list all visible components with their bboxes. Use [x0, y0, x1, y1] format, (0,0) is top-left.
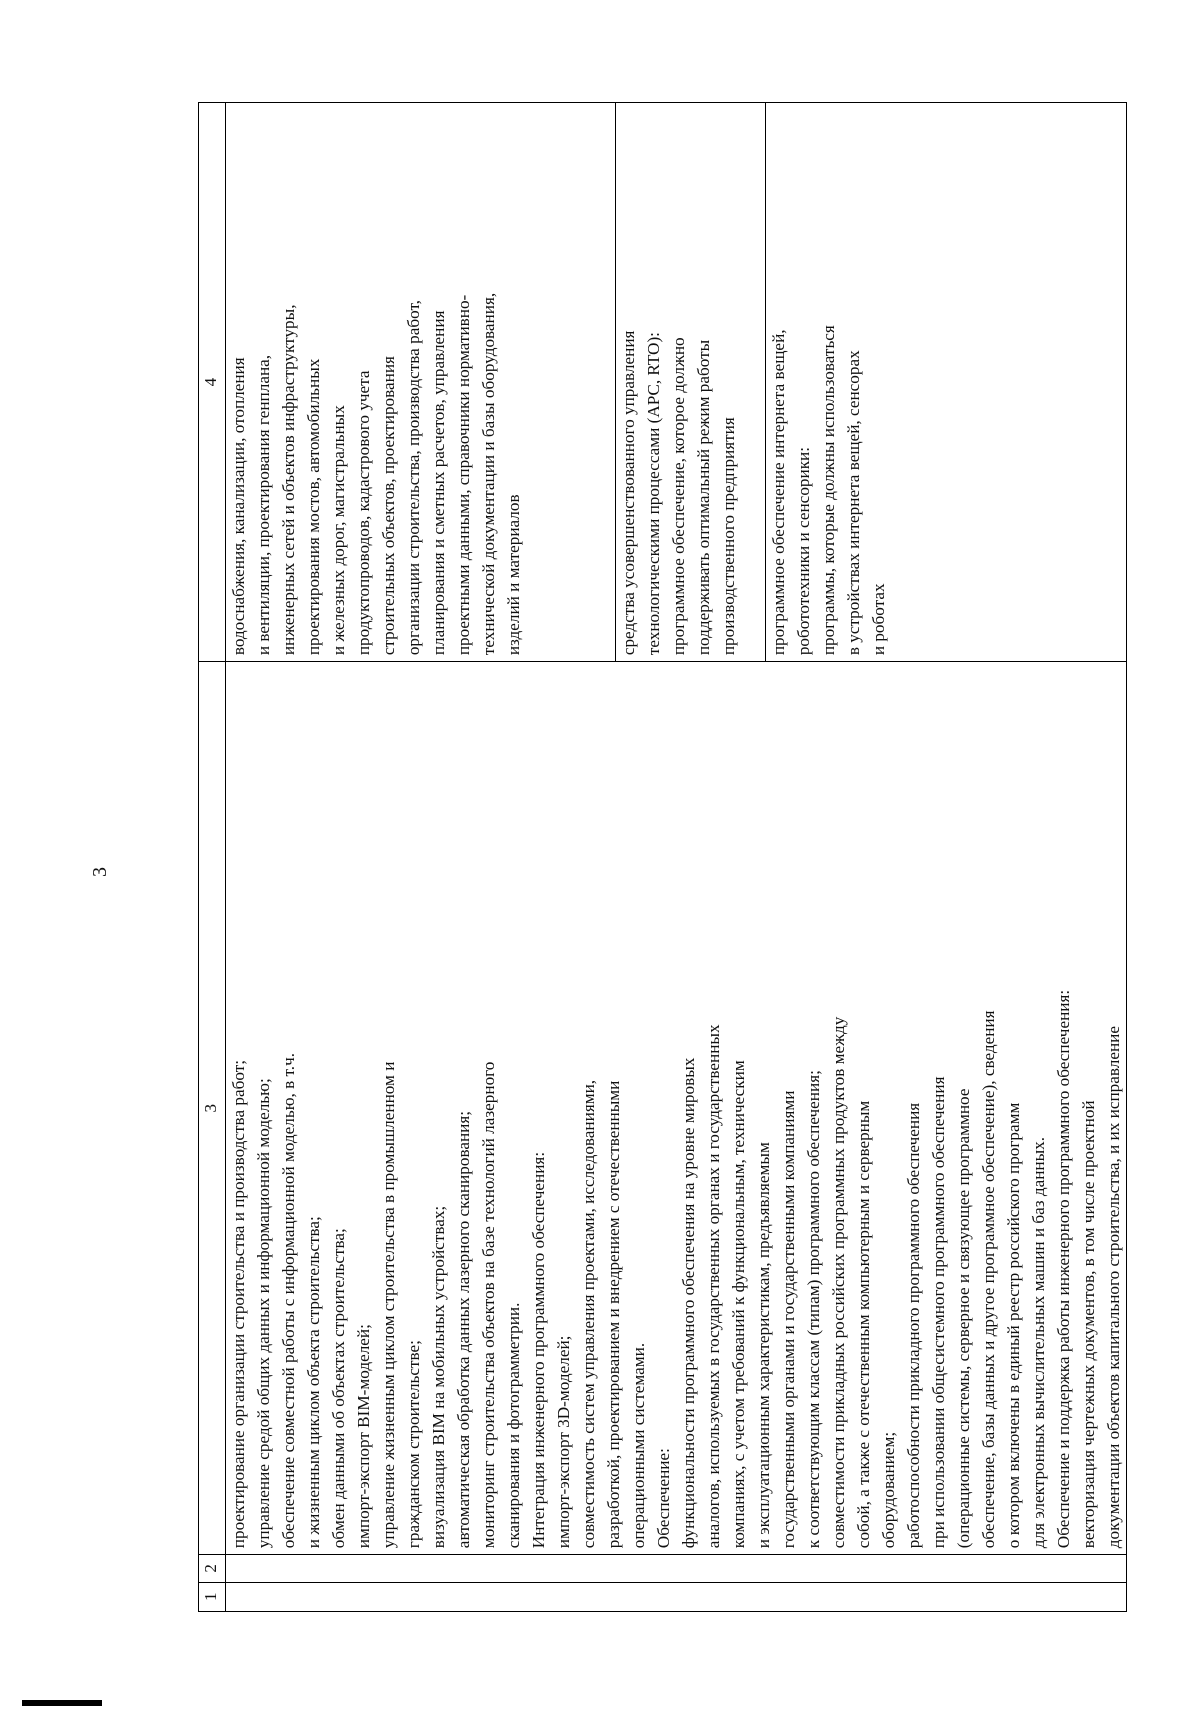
text-line: и вентиляции, проектирования генплана, [254, 354, 273, 656]
text-line: совместимость систем управления проектами, исследованиями, [579, 1079, 598, 1549]
text-line: автоматическая обработка данных лазерного сканирования; [454, 1110, 473, 1549]
text-line: программное обеспечение, которое должно [669, 337, 688, 656]
text-line: программы, которые должны использоваться [819, 325, 838, 656]
text-line: (операционные системы, серверное и связующее программное [954, 1088, 973, 1549]
text-line: о котором включены в единый реестр российского программ [1004, 1102, 1023, 1549]
text-line: гражданском строительстве; [404, 1340, 423, 1549]
text-line: операционными системами. [629, 1342, 648, 1549]
text-line: векторизация чертежных документов, в том числе проектной [1079, 1100, 1098, 1549]
text-line: технической документации и базы оборудования, [479, 292, 498, 656]
text-line: проектирование организации строительства и производства работ; [229, 1060, 248, 1549]
specification-table-wrapper [198, 102, 1123, 1612]
text-line: сканирования и фотограмметрии. [504, 1302, 523, 1549]
text-line: и роботах [869, 583, 888, 656]
text-line: для электронных вычислительных машин и баз данных. [1029, 1136, 1048, 1549]
header-col-2: 2 [199, 1555, 226, 1582]
text-line: производственного предприятия [719, 417, 738, 656]
cell-software-class-a [226, 103, 616, 662]
scan-artifact-mark [22, 1700, 102, 1706]
text-line: при использовании общесистемного программного обеспечения [929, 1076, 948, 1549]
header-col-3: 3 [199, 662, 226, 1555]
text-line: продуктопроводов, кадастрового учета [354, 370, 373, 656]
specification-table [198, 102, 1127, 1612]
cell-requirements [226, 662, 1127, 1555]
text-line: проектными данными, справочники нормативно- [454, 294, 473, 656]
header-row [199, 103, 226, 1612]
text-line: инженерных сетей и объектов инфраструктуры, [279, 304, 298, 656]
text-line: планирования и сметных расчетов, управления [429, 310, 448, 656]
text-line: поддерживать оптимальный режим работы [694, 339, 713, 656]
text-line: и жизненным циклом объекта строительства; [304, 1216, 323, 1549]
text-line: компаниях, с учетом требований к функциональным, техническим [729, 1060, 748, 1549]
page-number: 3 [89, 867, 111, 877]
cell-software-class-b [616, 103, 766, 662]
cell-col-2 [226, 1555, 1127, 1582]
text-line: аналогов, используемых в государственных органах и государственных [704, 1024, 723, 1549]
text-line: собой, а также с отечественным компьютерным и серверным [854, 1100, 873, 1549]
text-line: робототехники и сенсорики: [794, 446, 813, 656]
text-line: Обеспечение и поддержка работы инженерного программного обеспечения: [1054, 989, 1073, 1549]
text-line: совместимости прикладных российских программных продуктов между [829, 1016, 848, 1549]
text-line: Интеграция инженерного программного обеспечения: [529, 1151, 548, 1549]
text-line: проектирования мостов, автомобильных [304, 358, 323, 656]
text-line: оборудованием; [879, 1431, 898, 1549]
text-line: и железных дорог, магистральных [329, 405, 348, 656]
text-line: визуализация BIM на мобильных устройствах; [429, 1205, 448, 1549]
text-line: технологическими процессами (APC, RTO): [644, 332, 663, 656]
text-line: мониторинг строительства объектов на базе технологий лазерного [479, 1061, 498, 1549]
text-line: обеспечение, базы данных и другое программное обеспечение), сведения [979, 1010, 998, 1549]
text-line: импорт-экспорт BIM-моделей; [354, 1324, 373, 1549]
cell-software-class-c [766, 103, 1127, 662]
text-line: управление средой общих данных и информационной моделью; [254, 1078, 273, 1549]
text-line: водоснабжения, канализации, отопления [229, 357, 248, 656]
text-line: и эксплуатационным характеристикам, предъявляемым [754, 1142, 773, 1549]
table-row [226, 103, 616, 1612]
text-line: в устройствах интернета вещей, сенсорах [844, 350, 863, 656]
text-line: изделий и материалов [504, 494, 523, 656]
text-line: обеспечение совместной работы с информационной моделью, в т.ч. [279, 1052, 298, 1549]
text-line: организации строительства, производства работ, [404, 300, 423, 656]
text-line: документации объектов капитального строительства, и их исправление [1104, 1025, 1123, 1549]
cell-col-1 [226, 1582, 1127, 1611]
header-col-1: 1 [199, 1582, 226, 1611]
text-line: государственными органами и государственными компаниями [779, 1090, 798, 1549]
text-line: функциональности программного обеспечения на уровне мировых [679, 1057, 698, 1549]
text-line: управление жизненным циклом строительства в промышленном и [379, 1061, 398, 1549]
text-line: обмен данными об объектах строительства; [329, 1228, 348, 1549]
text-line: импорт-экспорт 3D-моделей; [554, 1335, 573, 1549]
text-line: разработкой, проектированием и внедрением с отечественными [604, 1080, 623, 1549]
text-line: Обеспечение: [654, 1448, 673, 1549]
header-col-4: 4 [199, 103, 226, 662]
text-line: строительных объектов, проектирования [379, 356, 398, 656]
text-line: к соответствующим классам (типам) программного обеспечения; [804, 1070, 823, 1549]
text-line: работоспособности прикладного программного обеспечения [904, 1102, 923, 1549]
text-line: средства усовершенствованного управления [619, 330, 638, 656]
text-line: программное обеспечение интернета вещей, [769, 329, 788, 656]
